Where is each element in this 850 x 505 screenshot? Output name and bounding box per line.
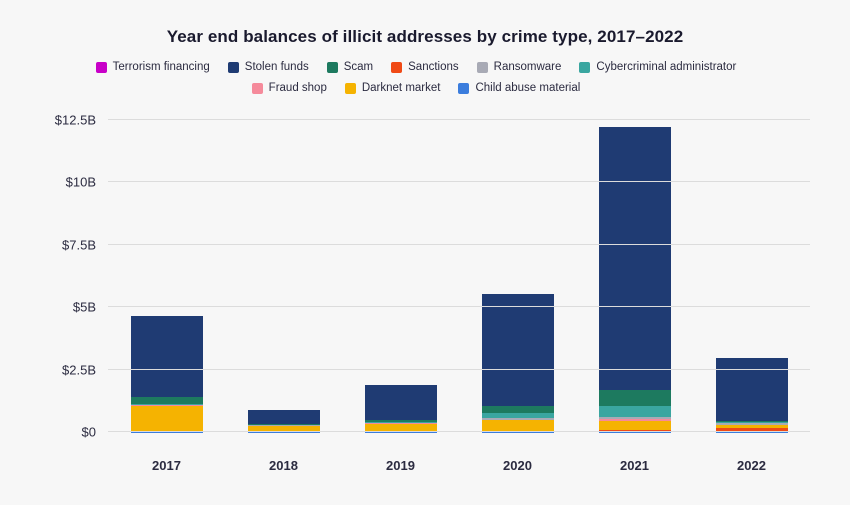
bar-segment[interactable] [131,406,203,431]
legend-item[interactable] [228,61,309,73]
legend-swatch-icon [327,62,338,73]
legend-swatch-icon [477,62,488,73]
gridline [108,431,810,432]
legend-item[interactable] [345,82,441,94]
legend-label: Stolen funds [244,61,309,73]
y-axis-tick-label: $5B [72,299,96,315]
bar-group [108,120,810,432]
bar-segment[interactable] [131,397,203,404]
legend-label: Terrorism financing [112,61,210,73]
legend-item[interactable] [477,61,562,73]
gridline [108,119,810,120]
legend-swatch-icon [96,62,107,73]
y-axis-tick-label: $10B [65,174,96,190]
y-axis-tick-label: $7.5B [62,237,96,253]
legend-label: Cybercriminal administrator [596,61,737,73]
bar-segment[interactable] [482,420,554,430]
bar-column[interactable] [482,120,554,432]
bar-column[interactable] [248,120,320,432]
legend-label: Child abuse material [475,82,581,94]
gridline [108,181,810,182]
y-axis-tick-label: $2.5B [62,362,96,378]
legend-item[interactable] [96,61,210,73]
legend-swatch-icon [579,62,590,73]
bar-segment[interactable] [599,406,671,417]
gridline [108,306,810,307]
legend-item[interactable] [579,61,736,73]
bar-segment[interactable] [716,358,788,421]
legend-swatch-icon [458,83,469,94]
bar-segment[interactable] [599,421,671,430]
legend-label: Sanctions [408,61,459,73]
bar-column[interactable] [131,120,203,432]
x-axis-tick-label: 2018 [269,458,298,473]
legend-item[interactable] [252,82,327,94]
bar-column[interactable] [716,120,788,432]
x-axis-tick-label: 2020 [503,458,532,473]
bar-column[interactable] [599,120,671,432]
x-axis-tick-label: 2017 [152,458,181,473]
x-axis-tick-label: 2021 [620,458,649,473]
legend-item[interactable] [391,61,459,73]
legend-item[interactable] [458,82,580,94]
legend-swatch-icon [252,83,263,94]
bar-segment[interactable] [599,390,671,405]
bar-segment[interactable] [131,316,203,397]
y-axis-tick-label: $0 [81,424,96,440]
gridline [108,244,810,245]
x-axis-tick-label: 2019 [386,458,415,473]
chart-title: Year end balances of illicit addresses by crime type, 2017–2022 [166,27,684,46]
legend-swatch-icon [345,83,356,94]
x-axis-tick-label: 2022 [737,458,766,473]
legend-swatch-icon [228,62,239,73]
plot-wrapper [0,112,850,473]
bar-segment[interactable] [599,127,671,390]
legend-label: Darknet market [361,82,441,94]
chart-legend [0,61,850,94]
y-axis-tick-label: $12.5B [54,112,96,128]
legend-label: Fraud shop [268,82,327,94]
gridline [108,369,810,370]
bar-segment[interactable] [365,385,437,420]
bar-column[interactable] [365,120,437,432]
legend-item[interactable] [327,61,373,73]
legend-swatch-icon [391,62,402,73]
legend-label: Ransomware [493,61,562,73]
plot-area [54,112,810,440]
x-axis-labels [108,458,810,473]
bar-segment[interactable] [248,410,320,424]
legend-label: Scam [343,61,374,73]
bar-segment[interactable] [482,294,554,406]
